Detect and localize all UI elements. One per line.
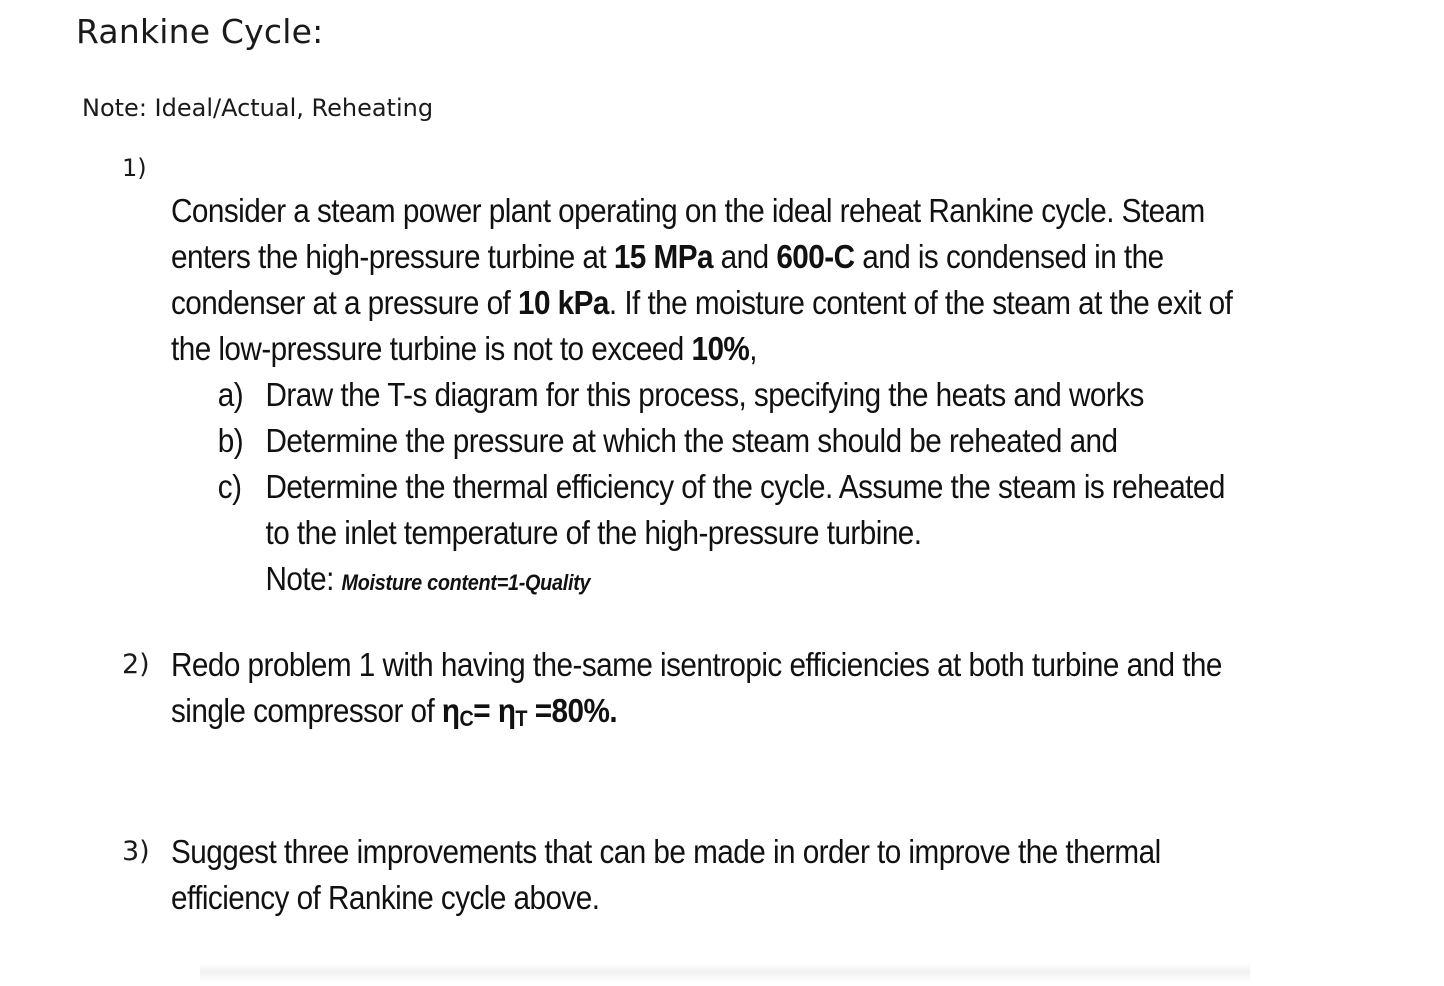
part-b-text: Determine the pressure at which the steam should be reheated and (265, 422, 1118, 459)
problem-3-number: 3) (122, 836, 150, 867)
problem-3-text (171, 829, 1314, 921)
problem-2-line-2 (171, 688, 1314, 742)
page-bottom-shadow (200, 962, 1250, 982)
text-run: , (749, 330, 758, 367)
eta-symbol: η (441, 692, 460, 729)
problem-3-line-2: efficiency of Rankine cycle above. (171, 879, 600, 916)
text-run: . If the moisture content of the steam at the exit of (608, 284, 1233, 321)
part-a (171, 372, 1314, 418)
note-text: Moisture content=1-Quality (341, 570, 591, 595)
part-c (171, 464, 1314, 510)
part-b (171, 418, 1314, 464)
text-run: single compressor of (171, 692, 442, 729)
eta-subscript-t: T (515, 706, 527, 731)
problem-1-line-4 (171, 326, 1314, 372)
problem-2-number: 2) (122, 649, 150, 680)
part-c-continuation: to the inlet temperature of the high-pressure turbine. (265, 514, 922, 551)
problem-1-line-1 (171, 188, 1314, 234)
problem-1-line-2 (171, 234, 1314, 280)
text-run: the low-pressure turbine is not to exceed (171, 330, 692, 367)
text-run: Consider a steam power plant operating on the ideal reheat Rankine cycle. Steam (171, 192, 1205, 229)
problem-1-note (171, 556, 1314, 606)
temperature-value: 600-C (776, 238, 855, 275)
problem-2-line-1: Redo problem 1 with having the-same isentropic efficiencies at both turbine and the (171, 646, 1222, 683)
text-run: enters the high-pressure turbine at (171, 238, 614, 275)
equals-sign: = (473, 692, 498, 729)
section-note: Note: Ideal/Actual, Reheating (82, 94, 434, 122)
problem-1-text (171, 188, 1314, 606)
page-title: Rankine Cycle: (76, 12, 324, 51)
part-a-text: Draw the T-s diagram for this process, specifying the heats and works (265, 376, 1144, 413)
problem-1-line-3 (171, 280, 1314, 326)
pressure-value: 15 MPa (613, 238, 713, 275)
part-c-label: c) (217, 468, 242, 505)
problem-1-number: 1) (122, 154, 147, 182)
problem-2-text (171, 642, 1314, 742)
efficiency-value: =80%. (526, 692, 618, 729)
part-c-text: Determine the thermal efficiency of the cycle. Assume the steam is reheated (265, 468, 1225, 505)
text-run: condenser at a pressure of (171, 284, 518, 321)
part-a-label: a) (217, 376, 244, 413)
part-b-label: b) (217, 422, 244, 459)
text-run: and is condensed in the (854, 238, 1164, 275)
eta-symbol: η (497, 692, 516, 729)
condenser-pressure-value: 10 kPa (517, 284, 609, 321)
moisture-value: 10% (691, 330, 750, 367)
note-label: Note: (265, 560, 342, 597)
problem-3-line-1: Suggest three improvements that can be made in order to improve the thermal (171, 833, 1161, 870)
text-run: and (712, 238, 777, 275)
eta-subscript-c: C (459, 706, 474, 731)
